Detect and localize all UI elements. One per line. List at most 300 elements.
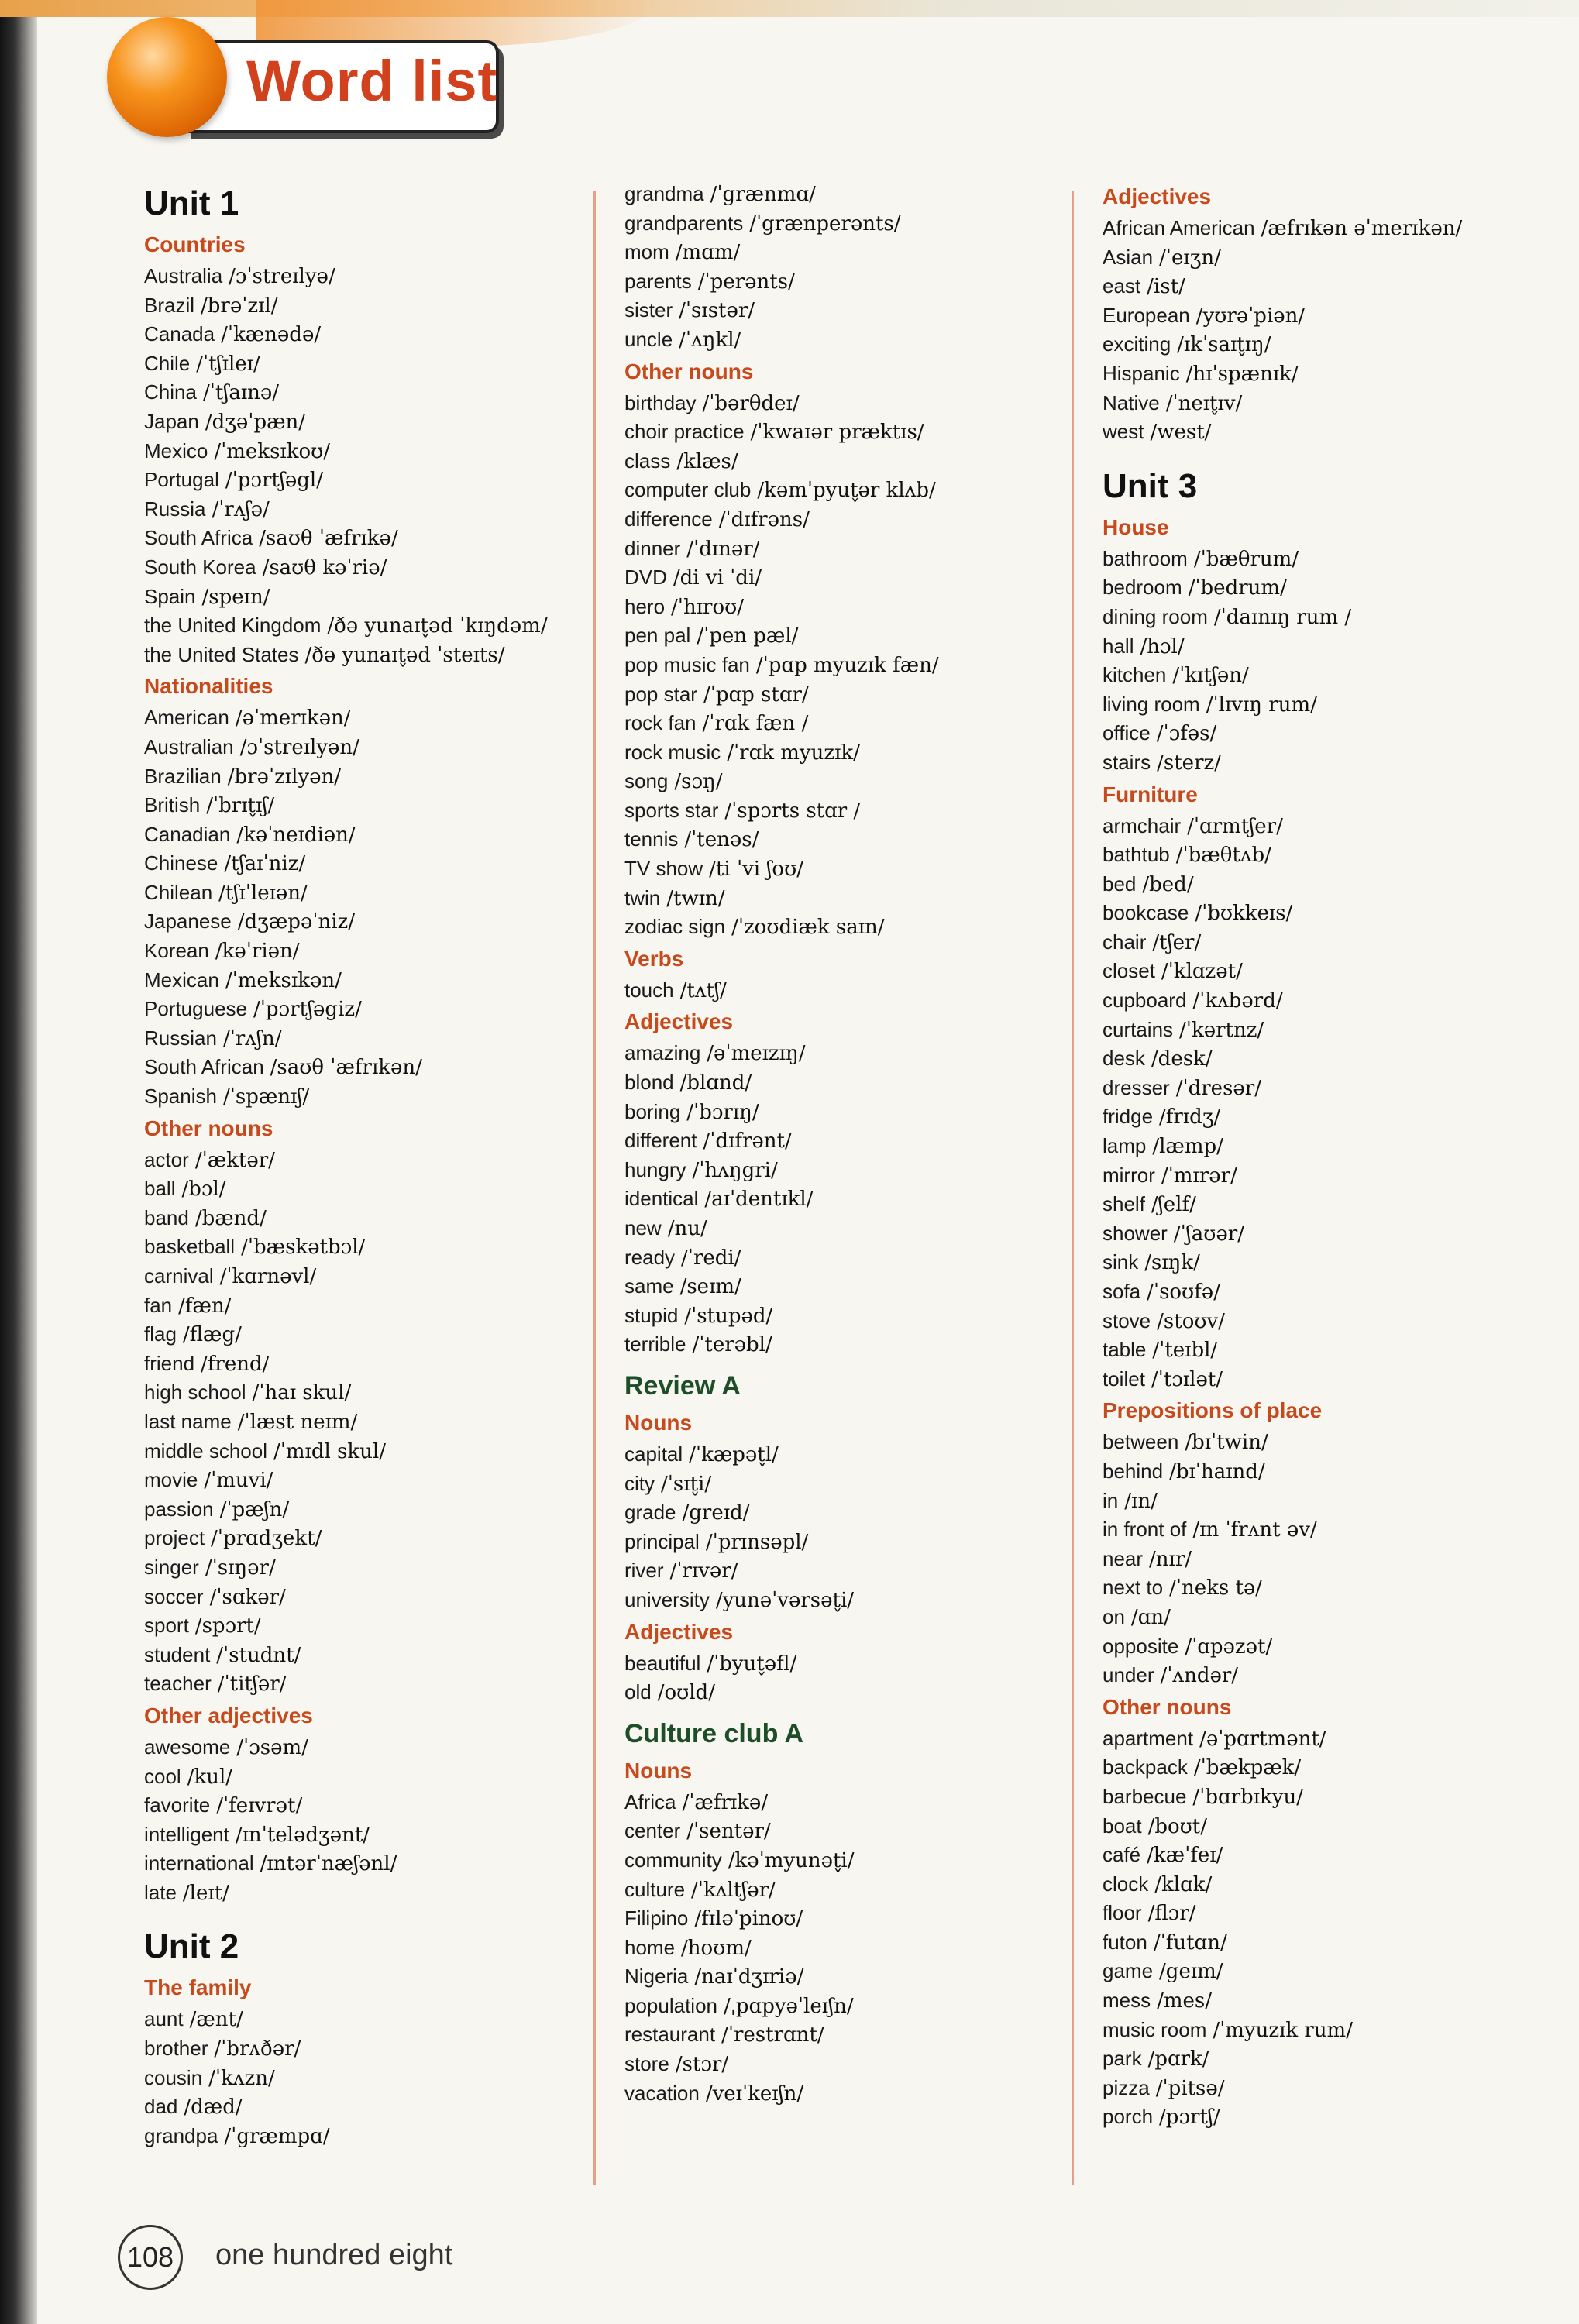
- word-entry: [1103, 214, 1567, 243]
- entry-pronunciation: /ˈsɪŋər/: [205, 1556, 276, 1580]
- entry-word: closet: [1103, 959, 1155, 983]
- entry-pronunciation: /ˈbyut̬əfl/: [707, 1652, 797, 1676]
- word-entry: [624, 1184, 1074, 1214]
- entry-pronunciation: /ɪnˈtelədʒənt/: [235, 1823, 370, 1847]
- entry-word: project: [144, 1526, 205, 1550]
- entry-pronunciation: /ðə yunaɪt̬əd ˈkɪŋdəm/: [327, 614, 548, 638]
- entry-word: Chilean: [144, 880, 213, 904]
- entry-pronunciation: /ˈbərθdeɪ/: [702, 391, 800, 415]
- section-heading: Nationalities: [144, 674, 273, 699]
- orange-orb-icon: [107, 17, 227, 137]
- entry-word: Hispanic: [1103, 361, 1180, 385]
- word-entry: [1103, 545, 1567, 574]
- word-entry: [1103, 1545, 1567, 1574]
- entry-pronunciation: /ðə yunaɪt̬əd ˈsteɪts/: [304, 643, 505, 667]
- word-entry: [144, 583, 593, 612]
- entry-pronunciation: /ˈtɔɪlət/: [1151, 1367, 1223, 1391]
- entry-word: Mexico: [144, 438, 208, 462]
- entry-pronunciation: /ˈfutɑn/: [1153, 1930, 1227, 1954]
- word-entry: [144, 1174, 593, 1204]
- word-entry: [1103, 1277, 1567, 1307]
- entry-word: grandpa: [144, 2123, 218, 2147]
- word-entry: [144, 2034, 593, 2064]
- word-entry: [624, 796, 1074, 826]
- entry-pronunciation: /yunəˈvərsət̬i/: [715, 1588, 855, 1612]
- entry-pronunciation: /ɪn/: [1124, 1489, 1158, 1513]
- word-entry: [144, 611, 593, 641]
- entry-pronunciation: /ˈmɪdl skul/: [273, 1439, 387, 1463]
- entry-word: European: [1103, 303, 1190, 327]
- entry-word: fridge: [1103, 1105, 1154, 1129]
- word-entry: [1103, 899, 1567, 928]
- section-heading: Adjectives: [624, 1619, 734, 1644]
- entry-pronunciation: /ˈsoʊfə/: [1147, 1281, 1220, 1304]
- entry-word: Chile: [144, 351, 191, 375]
- word-entry: [624, 209, 1074, 239]
- entry-pronunciation: /tʃer/: [1152, 930, 1202, 954]
- word-entry: [144, 937, 593, 966]
- entry-pronunciation: /bænd/: [194, 1206, 267, 1230]
- word-entry: [624, 238, 1074, 267]
- entry-word: favorite: [144, 1793, 211, 1817]
- entry-pronunciation: /ˈgrænmɑ/: [710, 183, 816, 206]
- entry-word: grandma: [624, 182, 704, 205]
- word-entry: [1103, 1102, 1567, 1132]
- entry-word: pen pal: [624, 624, 691, 648]
- word-entry: [1103, 1603, 1567, 1632]
- entry-pronunciation: /ˈprɑdʒekt/: [211, 1527, 322, 1551]
- entry-word: actor: [144, 1147, 189, 1171]
- word-entry: [1103, 812, 1567, 841]
- word-entry: [624, 854, 1074, 884]
- entry-pronunciation: /ˈgrænperənts/: [749, 211, 901, 235]
- entry-word: game: [1103, 1959, 1154, 1983]
- entry-pronunciation: /ˈspɔrts stɑr /: [724, 799, 861, 823]
- entry-pronunciation: /klɑk/: [1154, 1872, 1213, 1896]
- word-entry: [624, 1649, 1074, 1679]
- word-entry: [144, 995, 593, 1024]
- entry-pronunciation: /tʃaɪˈniz/: [224, 852, 306, 876]
- entry-word: middle school: [144, 1439, 267, 1463]
- word-entry: [144, 2064, 593, 2093]
- entry-word: fan: [144, 1293, 173, 1317]
- word-entry: [624, 1992, 1074, 2021]
- word-entry: [624, 1440, 1074, 1470]
- entry-pronunciation: /æfrɪkən əˈmerɪkən/: [1261, 217, 1463, 240]
- section-heading: Other adjectives: [144, 1703, 313, 1728]
- entry-pronunciation: /saʊθ kəˈriə/: [262, 555, 387, 579]
- entry-word: in: [1103, 1488, 1119, 1512]
- entry-pronunciation: /ˈbæskətbɔl/: [241, 1236, 366, 1260]
- entry-word: African American: [1103, 216, 1255, 239]
- entry-pronunciation: /geɪm/: [1159, 1960, 1223, 1984]
- column-3: [1103, 180, 1567, 2132]
- entry-word: old: [624, 1680, 652, 1704]
- entry-word: clock: [1103, 1872, 1149, 1896]
- entry-word: grandparents: [624, 211, 744, 235]
- entry-pronunciation: /ˈhɪroʊ/: [671, 595, 744, 619]
- word-entry: [1103, 1044, 1567, 1074]
- entry-pronunciation: /ˈkɑrnəvl/: [219, 1265, 317, 1288]
- entry-word: east: [1103, 274, 1141, 298]
- word-entry: [144, 1495, 593, 1525]
- entry-word: hall: [1103, 634, 1134, 658]
- entry-word: soccer: [144, 1584, 204, 1608]
- entry-word: Brazil: [144, 293, 195, 317]
- entry-pronunciation: /brəˈzɪlyən/: [227, 765, 341, 789]
- word-entry: [1103, 2074, 1567, 2103]
- entry-pronunciation: /ˈʌŋkl/: [679, 328, 741, 352]
- entry-pronunciation: /nu/: [667, 1217, 707, 1240]
- entry-pronunciation: /pɔrtʃ/: [1159, 2106, 1220, 2130]
- entry-word: pop music fan: [624, 652, 750, 676]
- entry-pronunciation: /ˈkæpət̬l/: [689, 1442, 779, 1466]
- unit-heading: Unit 2: [144, 1927, 239, 1966]
- word-entry: [1103, 1307, 1567, 1336]
- entry-word: basketball: [144, 1235, 236, 1259]
- entry-word: high school: [144, 1380, 246, 1404]
- word-entry: [1103, 1753, 1567, 1783]
- entry-word: teacher: [144, 1672, 212, 1696]
- word-entry: [624, 389, 1074, 418]
- entry-word: shower: [1103, 1221, 1168, 1245]
- entry-pronunciation: /kəˈneɪdiən/: [236, 823, 356, 847]
- word-entry: [144, 1291, 593, 1321]
- word-entry: [624, 1243, 1074, 1273]
- entry-word: in front of: [1103, 1518, 1187, 1542]
- entry-pronunciation: /ˈæktər/: [194, 1148, 275, 1172]
- word-entry: [624, 593, 1074, 622]
- entry-pronunciation: /ˈʃaʊər/: [1173, 1222, 1244, 1246]
- word-entry: [1103, 1928, 1567, 1958]
- entry-pronunciation: /ˈklɑzət/: [1161, 960, 1243, 984]
- word-entry: [144, 1053, 593, 1082]
- word-entry: [1103, 1841, 1567, 1870]
- entry-pronunciation: /ˈprɪnsəpl/: [705, 1530, 809, 1554]
- entry-pronunciation: /ˈteɪbl/: [1152, 1339, 1218, 1363]
- entry-word: mess: [1103, 1989, 1151, 2013]
- entry-word: between: [1103, 1430, 1179, 1454]
- entry-pronunciation: /ˈstudnt/: [216, 1643, 301, 1667]
- entry-word: armchair: [1103, 813, 1182, 837]
- entry-pronunciation: /ˈbæθtʌb/: [1175, 844, 1271, 868]
- entry-word: tennis: [624, 827, 679, 851]
- word-entry: [624, 2050, 1074, 2079]
- word-entry: [1103, 1336, 1567, 1365]
- entry-pronunciation: /ˈɑpəzət/: [1185, 1635, 1273, 1659]
- entry-word: pop star: [624, 682, 697, 706]
- entry-pronunciation: /ˈlɪvɪŋ rum/: [1206, 693, 1317, 717]
- word-entry: [1103, 1899, 1567, 1928]
- entry-pronunciation: /ˈdaɪnɪŋ rum /: [1213, 605, 1352, 629]
- entry-word: river: [624, 1559, 664, 1583]
- entry-pronunciation: /ti ˈvi ʃoʊ/: [709, 858, 803, 882]
- entry-word: Spain: [144, 584, 196, 608]
- word-entry: [144, 733, 593, 762]
- entry-word: last name: [144, 1409, 232, 1433]
- entry-word: mom: [624, 240, 669, 264]
- entry-pronunciation: /saʊθ ˈæfrɪkə/: [259, 527, 398, 551]
- word-entry: [624, 1788, 1074, 1817]
- entry-word: class: [624, 449, 671, 473]
- entry-pronunciation: /sɪŋk/: [1144, 1251, 1200, 1275]
- entry-pronunciation: /kəˈmyunət̬i/: [728, 1848, 855, 1872]
- word-entry: [624, 563, 1074, 593]
- entry-word: friend: [144, 1351, 195, 1375]
- section-heading: Verbs: [624, 946, 684, 971]
- entry-word: amazing: [624, 1041, 701, 1065]
- entry-word: South Korea: [144, 555, 256, 579]
- entry-word: near: [1103, 1546, 1144, 1570]
- entry-pronunciation: /fɪləˈpinoʊ/: [694, 1907, 803, 1931]
- entry-word: cool: [144, 1764, 181, 1788]
- word-entry: [624, 505, 1074, 535]
- entry-word: Japan: [144, 409, 199, 433]
- entry-pronunciation: /ˈmɪrər/: [1161, 1164, 1237, 1188]
- entry-word: song: [624, 769, 669, 793]
- entry-word: behind: [1103, 1459, 1164, 1483]
- word-entry: [144, 2092, 593, 2122]
- entry-word: the United States: [144, 642, 299, 666]
- word-entry: [624, 976, 1074, 1006]
- word-entry: [144, 1232, 593, 1262]
- entry-pronunciation: /ˈrɑk fæn /: [702, 712, 809, 736]
- entry-word: Canadian: [144, 822, 231, 846]
- entry-pronunciation: /desk/: [1151, 1047, 1213, 1071]
- entry-word: Australia: [144, 264, 223, 287]
- entry-word: boring: [624, 1099, 681, 1123]
- entry-pronunciation: /ˈmuvi/: [204, 1469, 273, 1493]
- word-entry: [624, 180, 1074, 209]
- word-entry: [144, 1378, 593, 1408]
- entry-word: kitchen: [1103, 663, 1167, 687]
- entry-word: lamp: [1103, 1134, 1147, 1158]
- section-heading: Countries: [144, 232, 246, 256]
- word-entry: [1103, 1573, 1567, 1603]
- entry-pronunciation: /blɑnd/: [679, 1071, 752, 1095]
- word-entry: [1103, 418, 1567, 447]
- word-entry: [144, 437, 593, 466]
- word-entry: [624, 1156, 1074, 1185]
- entry-word: sports star: [624, 798, 719, 822]
- entry-pronunciation: /ˈsɪstər/: [679, 299, 755, 323]
- word-entry: [144, 1849, 593, 1879]
- word-entry: [1103, 841, 1567, 870]
- entry-word: new: [624, 1216, 662, 1239]
- word-entry: [144, 1791, 593, 1820]
- entry-pronunciation: /ˈstupəd/: [684, 1304, 773, 1328]
- entry-word: Korean: [144, 939, 209, 963]
- entry-word: cupboard: [1103, 988, 1187, 1012]
- entry-pronunciation: /frɪdʒ/: [1159, 1105, 1221, 1129]
- entry-pronunciation: /ˈbɑrbɪkyu/: [1192, 1785, 1303, 1809]
- entry-word: pizza: [1103, 2075, 1150, 2099]
- word-entry: [624, 825, 1074, 854]
- entry-word: Chinese: [144, 851, 218, 875]
- word-entry: [144, 1204, 593, 1233]
- word-entry: [1103, 1724, 1567, 1754]
- word-entry: [144, 2122, 593, 2151]
- entry-word: Canada: [144, 322, 215, 346]
- entry-word: bathroom: [1103, 546, 1188, 570]
- review-heading: Culture club A: [624, 1718, 804, 1748]
- entry-pronunciation: /ˈtitʃər/: [217, 1673, 287, 1697]
- word-entry: [1103, 2016, 1567, 2045]
- page-number-words: one hundred eight: [215, 2239, 453, 2271]
- entry-word: dining room: [1103, 604, 1208, 628]
- entry-pronunciation: /sterz/: [1157, 751, 1221, 775]
- entry-pronunciation: /ˈkʌzn/: [208, 2066, 275, 2090]
- entry-pronunciation: /bɪˈhaɪnd/: [1169, 1459, 1265, 1483]
- entry-word: computer club: [624, 478, 752, 502]
- word-entry: [144, 907, 593, 937]
- word-entry: [624, 535, 1074, 564]
- entry-word: home: [624, 1935, 676, 1959]
- entry-pronunciation: /ˈgræmpɑ/: [224, 2124, 330, 2148]
- word-entry: [624, 738, 1074, 768]
- word-entry: [624, 1126, 1074, 1156]
- entry-pronunciation: /ænt/: [189, 2008, 243, 2032]
- entry-word: office: [1103, 721, 1151, 745]
- word-entry: [144, 849, 593, 878]
- entry-pronunciation: /kul/: [187, 1765, 233, 1789]
- entry-pronunciation: /əˈmeɪzɪŋ/: [707, 1042, 806, 1066]
- word-entry: [624, 1556, 1074, 1586]
- entry-word: parents: [624, 269, 692, 293]
- entry-pronunciation: /ˈsentər/: [686, 1820, 771, 1844]
- word-entry: [1103, 243, 1567, 273]
- entry-pronunciation: /ˈneks tə/: [1169, 1576, 1263, 1600]
- entry-word: band: [144, 1205, 189, 1229]
- entry-pronunciation: /fæn/: [178, 1294, 232, 1318]
- word-entry: [144, 1024, 593, 1054]
- entry-pronunciation: /ˈrʌʃə/: [212, 497, 270, 521]
- entry-word: bathtub: [1103, 843, 1170, 867]
- entry-word: capital: [624, 1442, 683, 1466]
- entry-pronunciation: /əˈmerɪkən/: [235, 706, 351, 731]
- column-divider-1: [593, 191, 596, 2185]
- word-entry: [144, 1733, 593, 1762]
- entry-word: café: [1103, 1843, 1141, 1867]
- entry-pronunciation: /ˈmeksɪkən/: [225, 968, 342, 992]
- word-entry: [1103, 1190, 1567, 1219]
- entry-word: floor: [1103, 1901, 1142, 1925]
- entry-pronunciation: /tʃɪˈleɪən/: [218, 881, 308, 905]
- entry-word: different: [624, 1129, 697, 1153]
- word-entry: [624, 680, 1074, 710]
- word-entry: [144, 966, 593, 995]
- entry-word: same: [624, 1274, 674, 1298]
- entry-word: Asian: [1103, 245, 1154, 269]
- word-entry: [624, 476, 1074, 505]
- word-entry: [624, 621, 1074, 651]
- entry-pronunciation: /aɪˈdentɪkl/: [704, 1188, 814, 1212]
- entry-word: choir practice: [624, 420, 745, 444]
- entry-word: Portugal: [144, 468, 219, 492]
- entry-pronunciation: /ˈzoʊdiæk saɪn/: [731, 916, 885, 940]
- word-entry: [144, 1437, 593, 1466]
- word-entry: [1103, 1074, 1567, 1103]
- word-entry: [144, 1553, 593, 1583]
- entry-pronunciation: /ˈbʊkkeɪs/: [1195, 902, 1293, 926]
- entry-word: futon: [1103, 1930, 1147, 1954]
- word-entry: [1103, 719, 1567, 748]
- entry-word: birthday: [624, 390, 697, 414]
- entry-pronunciation: /mɑm/: [675, 241, 741, 265]
- entry-pronunciation: /ˈhaɪ skul/: [252, 1381, 352, 1405]
- word-entry: [624, 884, 1074, 913]
- section-heading: Other nouns: [624, 359, 754, 383]
- section-heading: Adjectives: [1103, 184, 1212, 208]
- word-entry: [624, 1817, 1074, 1846]
- word-entry: [144, 1262, 593, 1291]
- section-heading: Prepositions of place: [1103, 1398, 1323, 1423]
- word-entry: [1103, 1515, 1567, 1545]
- entry-pronunciation: /hɪˈspænɪk/: [1185, 362, 1299, 386]
- entry-pronunciation: /ˈrestrɑnt/: [721, 2023, 824, 2047]
- entry-word: rock fan: [624, 711, 697, 735]
- entry-word: vacation: [624, 2081, 700, 2105]
- entry-pronunciation: /bɔl/: [181, 1177, 226, 1202]
- page-binding-shadow: [0, 0, 37, 2324]
- word-entry: [1103, 1161, 1567, 1191]
- word-entry: [624, 1934, 1074, 1963]
- word-entry: [1103, 928, 1567, 957]
- entry-pronunciation: /ˈdɪnər/: [686, 537, 760, 561]
- entry-pronunciation: /ˈæfrɪkə/: [682, 1790, 769, 1814]
- word-entry: [624, 1330, 1074, 1360]
- spacer: [624, 1360, 1074, 1366]
- entry-word: shelf: [1103, 1192, 1145, 1216]
- word-entry: [144, 291, 593, 321]
- entry-pronunciation: /di vi ˈdi/: [673, 566, 762, 590]
- section-heading: The family: [144, 1975, 252, 2000]
- entry-pronunciation: /ˈdɪfrənt/: [703, 1129, 792, 1153]
- spacer: [1103, 447, 1567, 462]
- entry-word: barbecue: [1103, 1784, 1187, 1808]
- entry-word: Africa: [624, 1789, 676, 1813]
- word-entry: [1103, 1016, 1567, 1045]
- entry-word: stairs: [1103, 750, 1151, 774]
- entry-pronunciation: /ˈʌndər/: [1160, 1664, 1239, 1688]
- entry-word: stove: [1103, 1308, 1151, 1332]
- entry-pronunciation: /ˈɔfəs/: [1156, 722, 1217, 746]
- entry-word: table: [1103, 1338, 1147, 1362]
- word-entry: [1103, 272, 1567, 301]
- entry-pronunciation: /ˈpɔrtʃəgl/: [225, 469, 323, 493]
- word-entry: [144, 1466, 593, 1495]
- entry-word: exciting: [1103, 332, 1171, 356]
- entry-word: Japanese: [144, 909, 232, 933]
- entry-pronunciation: /twɪn/: [666, 886, 725, 910]
- entry-pronunciation: /ˈkʌltʃər/: [691, 1878, 776, 1902]
- word-entry: [1103, 1870, 1567, 1899]
- word-entry: [624, 325, 1074, 355]
- word-entry: [144, 1408, 593, 1437]
- entry-word: student: [144, 1642, 211, 1666]
- entry-pronunciation: /ˈpɑp myuzɪk fæn/: [755, 653, 939, 677]
- entry-pronunciation: /veɪˈkeɪʃn/: [705, 2082, 804, 2106]
- entry-word: store: [624, 2052, 669, 2076]
- word-entry: [624, 1068, 1074, 1098]
- entry-pronunciation: /ˈmeksɪkoʊ/: [214, 439, 331, 463]
- word-entry: [1103, 957, 1567, 986]
- word-entry: [1103, 1487, 1567, 1516]
- entry-pronunciation: /ˈtʃaɪnə/: [202, 381, 280, 405]
- spacer: [624, 1707, 1074, 1714]
- entry-pronunciation: /dæd/: [184, 2095, 243, 2119]
- entry-pronunciation: /ˈkʌbərd/: [1192, 989, 1283, 1013]
